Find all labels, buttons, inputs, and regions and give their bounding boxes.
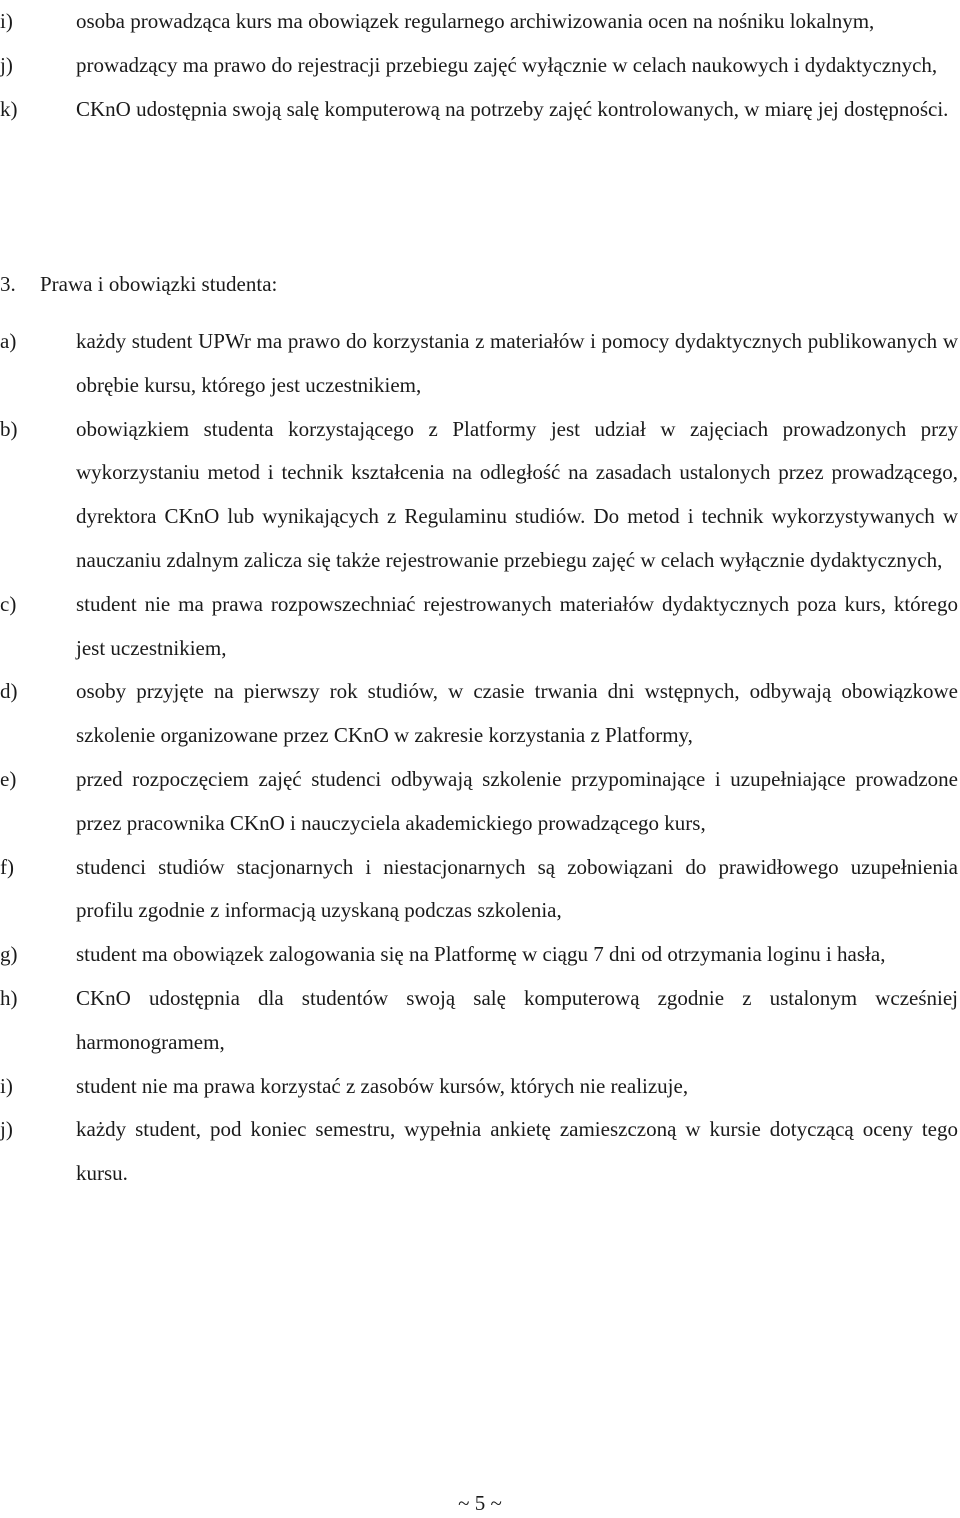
list-marker: e) <box>0 766 17 791</box>
list-marker: i) <box>0 1073 13 1098</box>
list-item <box>0 44 958 88</box>
list-item <box>0 933 958 977</box>
list-item-text: studenci studiów stacjonarnych i niestacjonarnych są zobowiązani do prawidłowego uzupełnienia profilu zgodnie z informacją uzyskaną podczas szkolenia, <box>76 854 958 923</box>
list-marker: i) <box>0 9 13 33</box>
top-list <box>0 0 958 131</box>
list-item-text: prowadzący ma prawo do rejestracji przebiegu zajęć wyłącznie w celach naukowych i dydaktycznych, <box>76 52 938 77</box>
list-item <box>0 583 958 671</box>
list-item-text: osoby przyjęte na pierwszy rok studiów, w czasie trwania dni wstępnych, odbywają obowiązkowe szkolenie organizowane przez CKnO w zakresie korzystania z Platformy, <box>76 679 958 748</box>
list-item-text: CKnO udostępnia swoją salę komputerową na potrzeby zajęć kontrolowanych, w miarę jej dostępności. <box>76 96 949 121</box>
list-item-text: student nie ma prawa korzystać z zasobów kursów, których nie realizuje, <box>76 1073 689 1098</box>
section-number: 3. <box>0 272 16 296</box>
list-marker: f) <box>0 854 14 879</box>
section-list <box>0 320 958 1196</box>
list-item-text: CKnO udostępnia dla studentów swoją salę komputerową zgodnie z ustalonym wcześniej harmonogramem, <box>76 985 958 1054</box>
list-marker: c) <box>0 591 17 616</box>
list-marker: d) <box>0 679 18 704</box>
list-item <box>0 408 958 583</box>
list-item <box>0 320 958 408</box>
list-item-text: obowiązkiem studenta korzystającego z Platformy jest udział w zajęciach prowadzonych przy wykorzystaniu metod i technik kształcenia na odległość na zasadach ustalonych przez prowadzącego, dyrektora CKnO lub wynikających z Regulaminu studiów. Do metod i technik wykorzystywanych w nauczaniu zdalnym zalicza się także rejestrowanie przebiegu zajęć w celach wyłącznie dydaktycznych, <box>76 416 958 572</box>
list-item-text: student nie ma prawa rozpowszechniać rejestrowanych materiałów dydaktycznych poza kurs, którego jest uczestnikiem, <box>76 591 958 660</box>
list-item <box>0 846 958 934</box>
page-number: ~ 5 ~ <box>458 1491 502 1515</box>
section-heading <box>0 263 277 307</box>
list-item <box>0 0 958 44</box>
list-marker: g) <box>0 942 18 967</box>
list-item-text: przed rozpoczęciem zajęć studenci odbywają szkolenie przypominające i uzupełniające prowadzone przez pracownika CKnO i nauczyciela akademickiego prowadzącego kurs, <box>76 766 958 835</box>
list-marker: h) <box>0 985 18 1010</box>
list-item <box>0 758 958 846</box>
list-item <box>0 1065 958 1109</box>
list-item <box>0 977 958 1065</box>
list-marker: k) <box>0 96 18 121</box>
list-item <box>0 670 958 758</box>
list-item <box>0 1108 958 1196</box>
section-title: Prawa i obowiązki studenta: <box>40 272 278 296</box>
list-marker: j) <box>0 52 13 77</box>
list-item <box>0 88 958 132</box>
list-marker: b) <box>0 416 18 441</box>
list-item-text: każdy student UPWr ma prawo do korzystania z materiałów i pomocy dydaktycznych publikowanych w obrębie kursu, którego jest uczestnikiem, <box>76 329 958 397</box>
list-item-text: każdy student, pod koniec semestru, wypełnia ankietę zamieszczoną w kursie dotyczącą oceny tego kursu. <box>76 1117 958 1186</box>
list-marker: a) <box>0 329 17 353</box>
list-item-text: student ma obowiązek zalogowania się na Platformę w ciągu 7 dni od otrzymania loginu i hasła, <box>76 942 886 967</box>
list-item-text: osoba prowadząca kurs ma obowiązek regularnego archiwizowania ocen na nośniku lokalnym, <box>76 9 875 33</box>
list-marker: j) <box>0 1117 13 1142</box>
